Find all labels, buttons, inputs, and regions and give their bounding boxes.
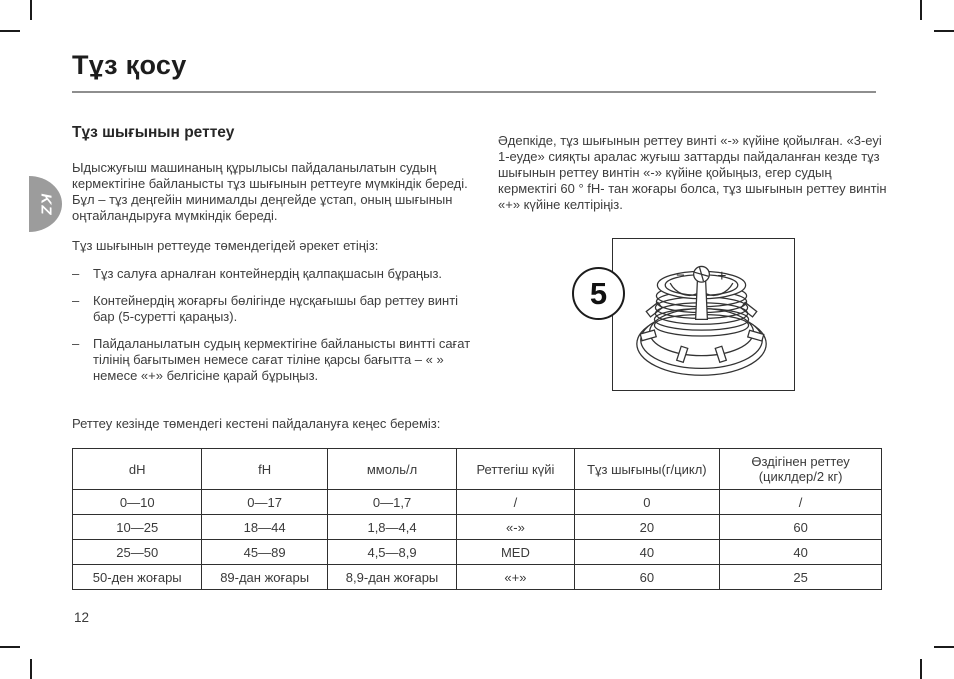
table-cell: 25—50 xyxy=(73,540,202,565)
crop-mark xyxy=(0,30,20,32)
table-cell: 8,9-дан жоғары xyxy=(327,565,456,590)
table-row xyxy=(73,565,882,590)
list-intro: Тұз шығынын реттеуде төмендегідей әрекет етіңіз: xyxy=(72,238,379,253)
table-cell: 40 xyxy=(574,540,720,565)
crop-mark xyxy=(934,646,954,648)
table-cell: 60 xyxy=(720,515,882,540)
crop-mark xyxy=(920,0,922,20)
figure-number: 5 xyxy=(589,275,608,311)
table-cell: 50-ден жоғары xyxy=(73,565,202,590)
table-cell: 18—44 xyxy=(202,515,327,540)
crop-mark xyxy=(30,659,32,679)
col-header-mmol: ммоль/л xyxy=(327,449,456,490)
salt-regulator-illustration xyxy=(613,239,791,387)
language-edge-tab xyxy=(29,176,62,232)
list-item-text: Контейнердің жоғарғы бөлігінде нұсқағышы бар реттеу винті бар (5-суретті қараңыз). xyxy=(93,293,459,324)
crop-mark xyxy=(0,646,20,648)
list-item-text: Пайдаланылатын судың кермектігіне байланысты винтті сағат тілінің бағытымен немесе сағат тіліне қарсы бағытта – « » немесе «+» белгісіне қарай бұрыңыз. xyxy=(93,336,471,383)
page-number: 12 xyxy=(74,610,90,625)
table-cell: 40 xyxy=(720,540,882,565)
default-setting-paragraph: Әдепкіде, тұз шығынын реттеу винті «-» күйіне қойылған. «3-еуі 1-еуде» сияқты аралас жуғыш заттарды пайдаланған кезде тұз шығынын реттеу винтін «-» күйіне қойыңыз, егер судың кермектігі 60 ° fH- тан жоғары болса, тұз шығынын реттеу винтін «+» күйіне келтіріңіз. xyxy=(498,133,887,212)
table-cell: 20 xyxy=(574,515,720,540)
col-header-fh: fH xyxy=(202,449,327,490)
list-item xyxy=(72,266,476,282)
page-title: Тұз қосу xyxy=(72,50,187,80)
table-cell: 4,5—8,9 xyxy=(327,540,456,565)
table-row xyxy=(73,540,882,565)
table-cell: 45—89 xyxy=(202,540,327,565)
hardness-table-body xyxy=(73,490,882,590)
list-item xyxy=(72,293,476,325)
edge-tab-label: KZ xyxy=(37,193,54,215)
col-header-regulator-position: Реттегіш күйі xyxy=(457,449,574,490)
crop-mark xyxy=(30,0,32,20)
crop-mark xyxy=(920,659,922,679)
list-dash: – xyxy=(72,336,80,351)
table-intro: Реттеу кезінде төмендегі кестені пайдалануға кеңес береміз: xyxy=(72,416,441,431)
figure-5-frame xyxy=(612,238,795,391)
figure-number-badge xyxy=(572,267,625,320)
list-item xyxy=(72,336,476,384)
minus-label: − xyxy=(676,268,685,285)
left-column xyxy=(72,124,476,395)
col-header-dh: dH xyxy=(73,449,202,490)
table-cell: 0—17 xyxy=(202,490,327,515)
table-cell: / xyxy=(720,490,882,515)
table-cell: 89-дан жоғары xyxy=(202,565,327,590)
table-cell: «-» xyxy=(457,515,574,540)
table-cell: 0 xyxy=(574,490,720,515)
col-header-salt-consumption: Тұз шығыны(г/цикл) xyxy=(574,449,720,490)
table-cell: MED xyxy=(457,540,574,565)
table-cell: 1,8—4,4 xyxy=(327,515,456,540)
table-cell: 10—25 xyxy=(73,515,202,540)
table-cell: 0—1,7 xyxy=(327,490,456,515)
table-cell: 25 xyxy=(720,565,882,590)
list-dash: – xyxy=(72,293,80,308)
crop-mark xyxy=(934,30,954,32)
list-item-text: Тұз салуға арналған контейнердің қалпақшасын бұраңыз. xyxy=(93,266,443,281)
right-column xyxy=(498,133,892,213)
table-row xyxy=(73,490,882,515)
table-cell: «+» xyxy=(457,565,574,590)
title-divider xyxy=(72,91,876,93)
table-cell: 60 xyxy=(574,565,720,590)
list-dash: – xyxy=(72,266,80,281)
col-header-autonomy: Өздігінен реттеу (циклдер/2 кг) xyxy=(720,449,882,490)
table-cell: 0—10 xyxy=(73,490,202,515)
section-heading: Тұз шығынын реттеу xyxy=(72,124,235,141)
table-row xyxy=(73,515,882,540)
hardness-table xyxy=(72,448,882,590)
table-cell: / xyxy=(457,490,574,515)
table-header-row xyxy=(73,449,882,490)
intro-paragraph: Ыдысжуғыш машинаның құрылысы пайдаланылатын судың кермектігіне байланысты тұз шығынын реттеуге мүмкіндік береді. Бұл – тұз деңгейін минималды деңгейде ұстап, оның шығынын оңтайландыруға мүмкіндік береді. xyxy=(72,160,468,223)
plus-label: + xyxy=(717,268,727,286)
